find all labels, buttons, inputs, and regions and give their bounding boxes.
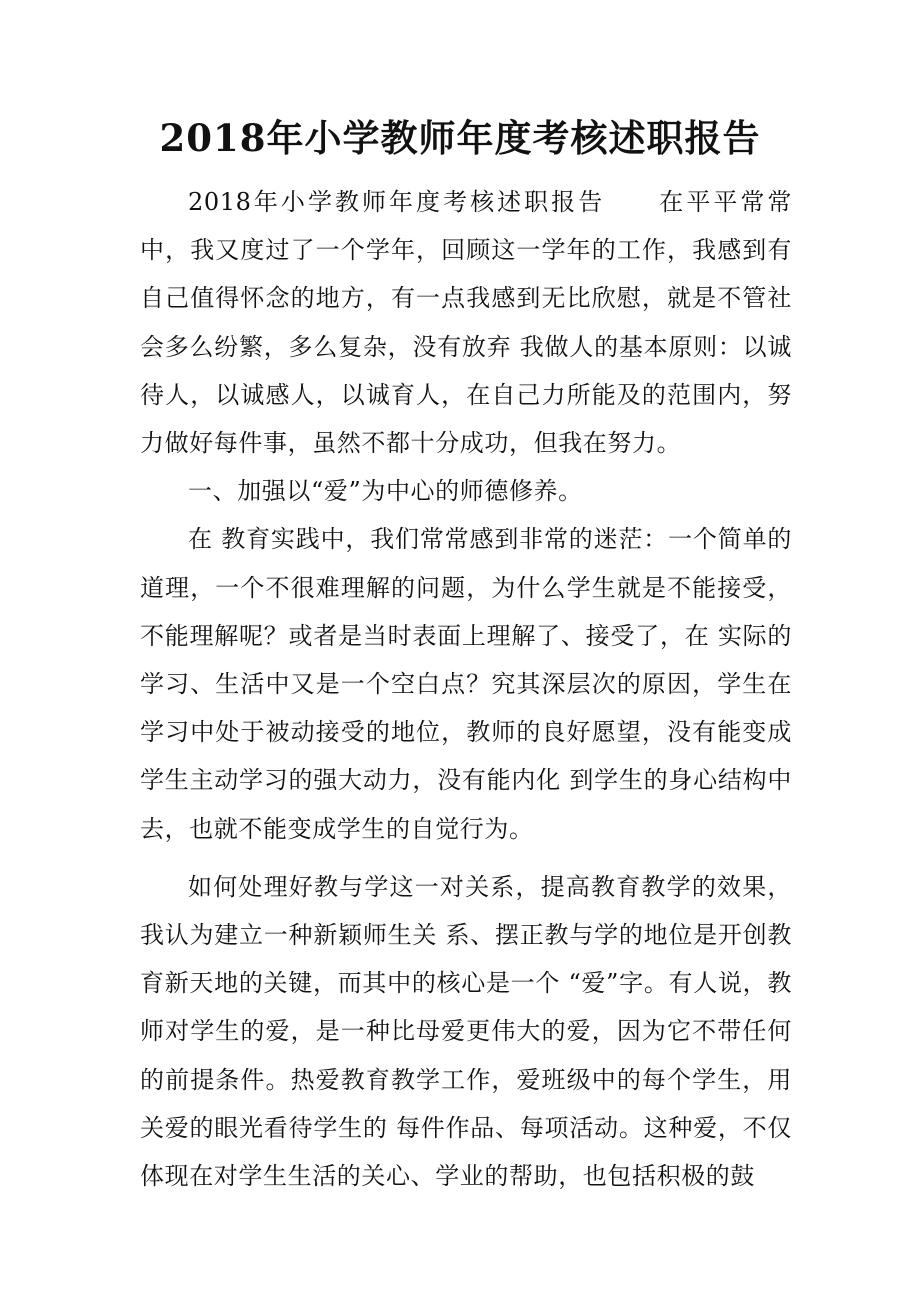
paragraph-teacher-student-relation: 如何处理好教与学这一对关系，提高教育教学的效果，我认为建立一种新颖师生关 系、摆正教与学的地位是开创教育新天地的关键，而其中的核心是一个 “爱”字。有人说，教师对学生的爱，是一种比母爱更伟大的爱，因为它不带任何的前提条件。热爱教育教学工作，爱班级中的每个学生，用关爱的眼光看待学生的 每件作品、每项活动。这种爱，不仅体现在对学生生活的关心、学业的帮助，也包括积极的鼓 xyxy=(140,872,792,1191)
document-title: 2018年小学教师年度考核述职报告 xyxy=(159,116,761,160)
paragraph-section-heading: 一、加强以“爱”为中心的师德修养。 xyxy=(188,477,583,506)
paragraph-intro: 2018年小学教师年度考核述职报告 在平平常常中，我又度过了一个学年，回顾这一学年的工作，我感到有自己值得怀念的地方，有一点我感到无比欣慰，就是不管社会多么纷繁，多么复杂，没有放弃 我做人的基本原则：以诚待人，以诚感人，以诚育人，在自己力所能及的范围内，努力做好每件事，虽然不都十分成功，但我在努力。 xyxy=(140,188,792,458)
paragraph-education-practice: 在 教育实践中，我们常常感到非常的迷茫：一个简单的道理，一个不很难理解的问题，为什么学生就是不能接受，不能理解呢？或者是当时表面上理解了、接受了，在 实际的学习、生活中又是一个空白点？究其深层次的原因，学生在学习中处于被动接受的地位，教师的良好愿望，没有能变成学生主动学习的强大动力，没有能内化 到学生的身心结构中去，也就不能变成学生的自觉行为。 xyxy=(140,525,792,843)
document-body xyxy=(140,178,792,1200)
